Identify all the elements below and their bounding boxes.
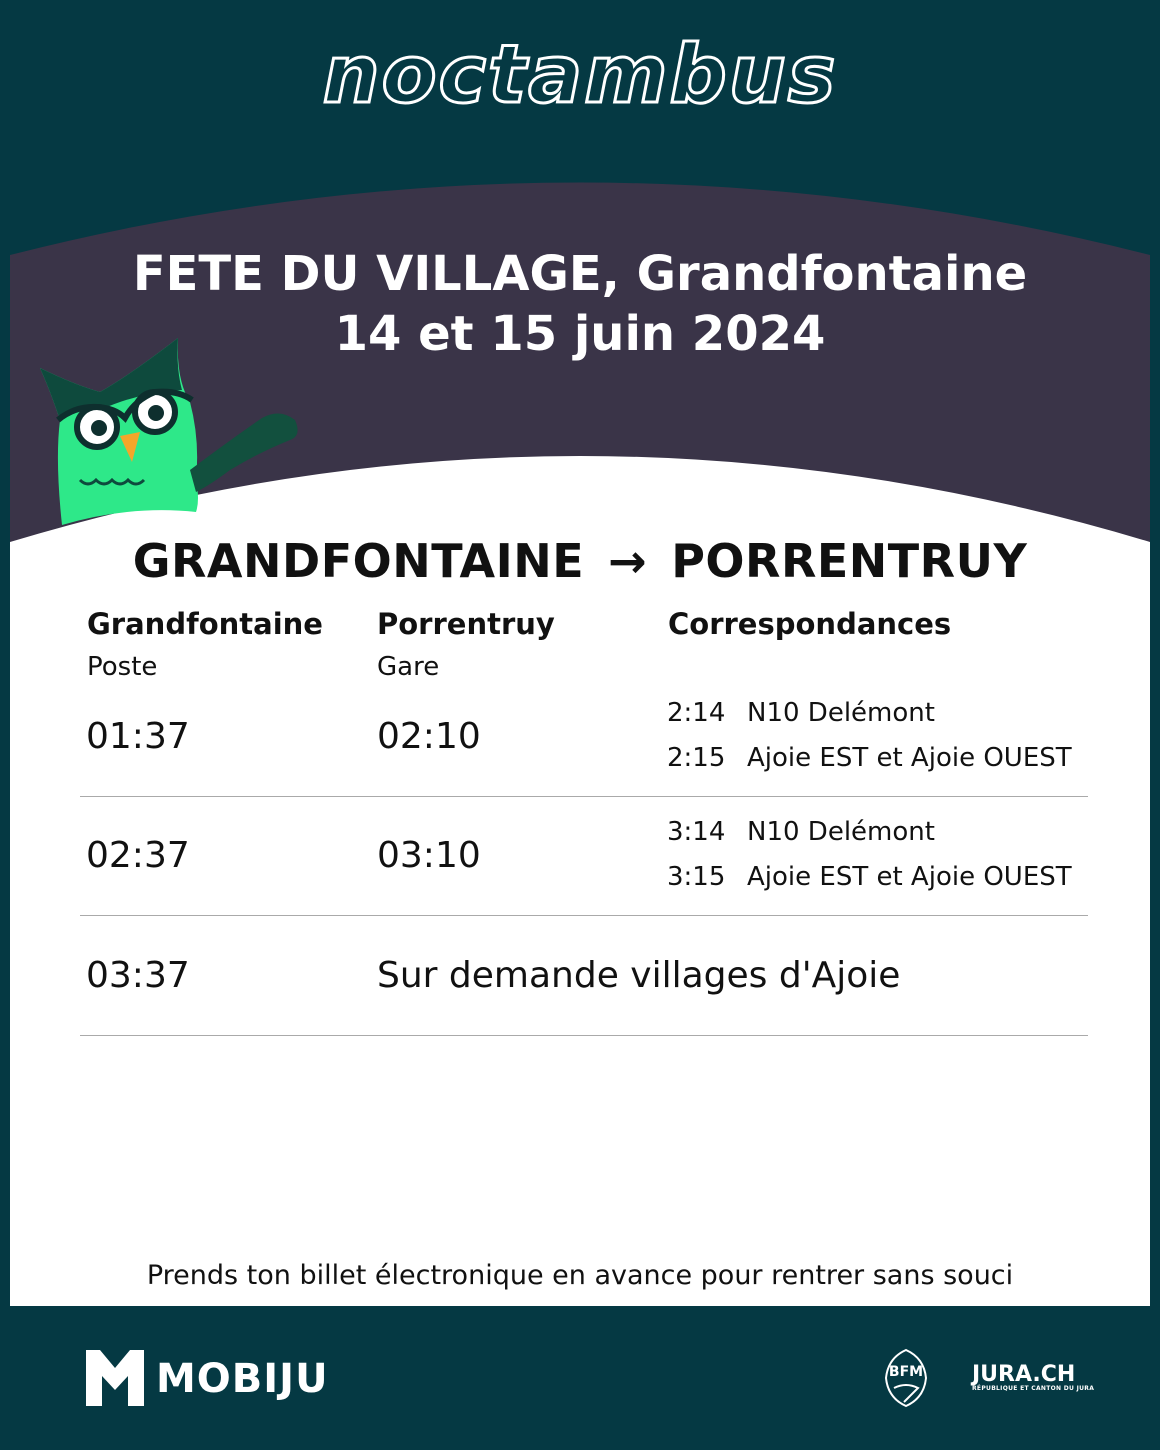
on-demand-note: Sur demande villages d'Ajoie (377, 955, 901, 996)
departure-time: 02:37 (86, 835, 190, 876)
event-date: 14 et 15 juin 2024 (334, 306, 826, 362)
route-heading (0, 534, 1160, 588)
connection-line: Ajoie EST et Ajoie OUEST (747, 862, 1072, 892)
column-header-connections: Correspondances (668, 607, 952, 641)
mobiju-brand: MOBIJU (156, 1356, 329, 1402)
row-divider (80, 796, 1088, 797)
connection-time: 3:14 (667, 817, 726, 847)
arrival-time: 02:10 (377, 716, 481, 757)
connection-time: 2:14 (667, 698, 726, 728)
column-sub-origin: Poste (87, 652, 158, 682)
connection-time: 2:15 (667, 743, 726, 773)
jura-logo (972, 1362, 1094, 1392)
column-header-origin: Grandfontaine (87, 607, 323, 641)
event-title: FETE DU VILLAGE, Grandfontaine (132, 246, 1028, 302)
bfm-label: BFM (888, 1364, 924, 1380)
mobiju-logo-icon (86, 1350, 144, 1406)
ticket-advice: Prends ton billet électronique en avance pour rentrer sans souci (146, 1260, 1014, 1291)
bfm-logo-icon (880, 1348, 932, 1408)
connection-line: Ajoie EST et Ajoie OUEST (747, 743, 1072, 773)
route-arrow-icon: → (608, 534, 648, 588)
departure-time: 03:37 (86, 955, 190, 996)
column-sub-destination: Gare (377, 652, 440, 682)
noctambus-logo: noctambus (322, 28, 838, 121)
jura-subtitle: RÉPUBLIQUE ET CANTON DU JURA (972, 1385, 1095, 1392)
connection-item (667, 743, 1072, 773)
departure-time: 01:37 (86, 716, 190, 757)
connection-item (667, 817, 935, 847)
arrival-time: 03:10 (377, 835, 481, 876)
jura-brand: JURA.CH (972, 1362, 1076, 1387)
row-divider (80, 1035, 1088, 1036)
connection-item (667, 698, 935, 728)
connection-item (667, 862, 1072, 892)
row-divider (80, 915, 1088, 916)
column-header-destination: Porrentruy (377, 607, 555, 641)
route-from: GRANDFONTAINE (132, 534, 585, 588)
connection-line: N10 Delémont (747, 698, 935, 728)
connection-line: N10 Delémont (747, 817, 935, 847)
route-to: PORRENTRUY (671, 534, 1028, 588)
connection-time: 3:15 (667, 862, 726, 892)
